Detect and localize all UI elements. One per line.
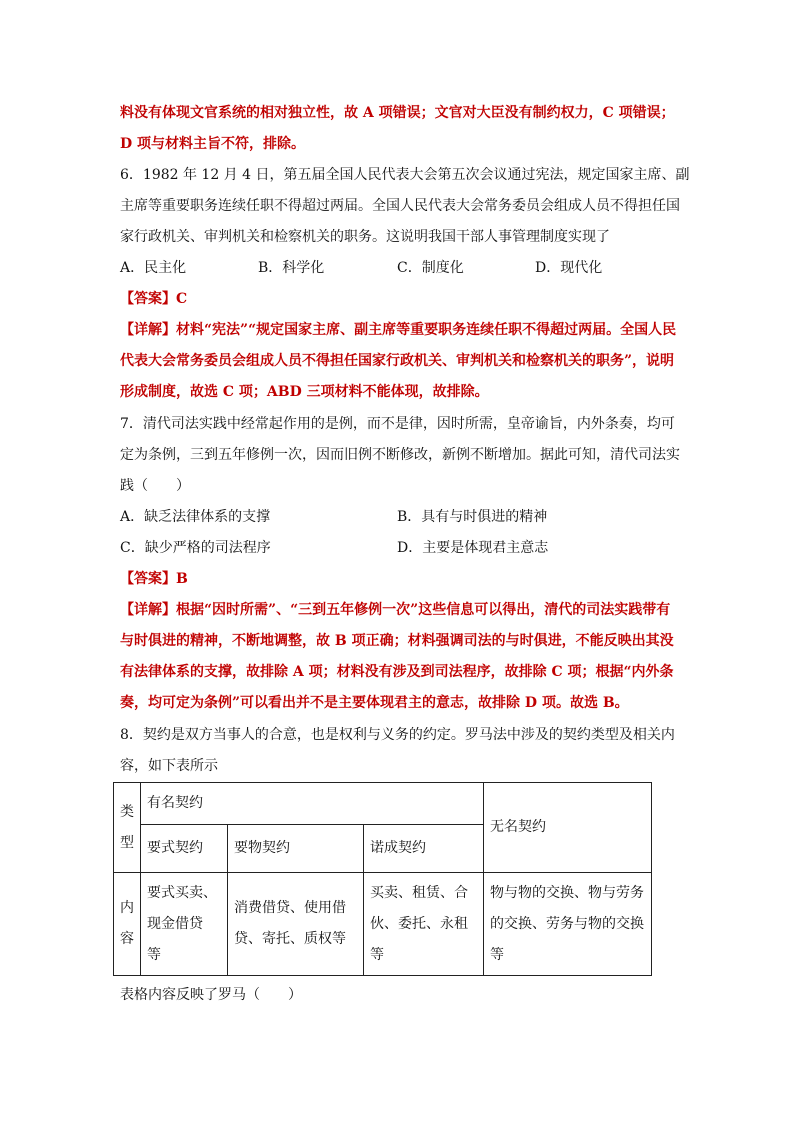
formal-contract-header: 要式契约	[141, 825, 228, 873]
q6-stem-line-2: 主席等重要职务连续任职不得超过两届。全国人民代表大会常务委员会组成人员不得担任国	[120, 198, 680, 214]
q7-explanation-line-1: 【详解】根据“因时所需”、“三到五年修例一次”这些信息可以得出，清代的司法实践带有	[120, 602, 671, 618]
q7-stem-line-3: 践（ ）	[120, 478, 190, 494]
named-contract-header: 有名契约	[141, 783, 484, 825]
q7-explanation-line-4: 奏，均可定为条例”可以看出并不是主要体现君主的意志，故排除 D 项。故选 B。	[120, 695, 629, 711]
q7-option-a: A．缺乏法律体系的支撑	[120, 509, 271, 525]
q6-option-b: B．科学化	[258, 260, 325, 276]
q7-option-d: D．主要是体现君主意志	[397, 540, 549, 556]
q7-explanation-line-2: 与时俱进的精神，不断地调整，故 B 项正确；材料强调司法的与时俱进，不能反映出其没	[120, 633, 674, 649]
unnamed-contract-header: 无名契约	[484, 783, 652, 873]
q8-stem-line-2: 容，如下表所示	[120, 758, 218, 774]
unnamed-contract-content: 物与物的交换、物与劳务 的交换、劳务与物的交换 等	[484, 873, 652, 976]
real-contract-content: 消费借贷、使用借 贷、寄托、质权等	[228, 873, 364, 976]
q7-option-c: C．缺少严格的司法程序	[120, 540, 271, 556]
prev-explanation-line-2: D 项与材料主旨不符，排除。	[120, 136, 306, 152]
q7-answer: 【答案】B	[120, 571, 188, 587]
type-label-cell: 类 型	[114, 783, 141, 873]
q6-option-d: D．现代化	[535, 260, 603, 276]
consensual-contract-content: 买卖、租赁、合 伙、委托、永租 等	[364, 873, 484, 976]
q8-table-followup: 表格内容反映了罗马（ ）	[120, 987, 302, 1003]
q6-explanation-line-2: 代表大会常务委员会组成人员不得担任国家行政机关、审判机关和检察机关的职务”，说明	[120, 353, 675, 369]
formal-contract-content: 要式买卖、 现金借贷 等	[141, 873, 228, 976]
q6-explanation-line-1: 【详解】材料“宪法”“规定国家主席、副主席等重要职务连续任职不得超过两届。全国人民	[120, 322, 677, 338]
contract-types-table	[113, 782, 652, 976]
prev-explanation-line-1: 料没有体现文官系统的相对独立性，故 A 项错误；文官对大臣没有制约权力，C 项错误；	[120, 105, 675, 121]
q6-option-a: A．民主化	[120, 260, 187, 276]
q7-stem-line-2: 定为条例，三到五年修例一次，因而旧例不断修改，新例不断增加。据此可知，清代司法实	[120, 447, 680, 463]
q7-stem-line-1: 7．清代司法实践中经常起作用的是例，而不是律，因时所需，皇帝谕旨，内外条奏，均可	[120, 416, 675, 432]
q7-explanation-line-3: 有法律体系的支撑，故排除 A 项；材料没有涉及到司法程序，故排除 C 项；根据“内外条	[120, 664, 674, 680]
q6-explanation-line-3: 形成制度，故选 C 项；ABD 三项材料不能体现，故排除。	[120, 384, 489, 400]
consensual-contract-header: 诺成契约	[364, 825, 484, 873]
real-contract-header: 要物契约	[228, 825, 364, 873]
q8-stem-line-1: 8．契约是双方当事人的合意，也是权利与义务的约定。罗马法中涉及的契约类型及相关内	[120, 727, 675, 743]
q7-option-b: B．具有与时俱进的精神	[397, 509, 548, 525]
q6-stem-line-3: 家行政机关、审判机关和检察机关的职务。这说明我国干部人事管理制度实现了	[120, 229, 610, 245]
q6-answer: 【答案】C	[120, 291, 188, 307]
q6-stem-line-1: 6．1982 年 12 月 4 日，第五届全国人民代表大会第五次会议通过宪法，规定国家主席、副	[120, 167, 690, 183]
q6-option-c: C．制度化	[397, 260, 464, 276]
content-label-cell: 内 容	[114, 873, 141, 976]
